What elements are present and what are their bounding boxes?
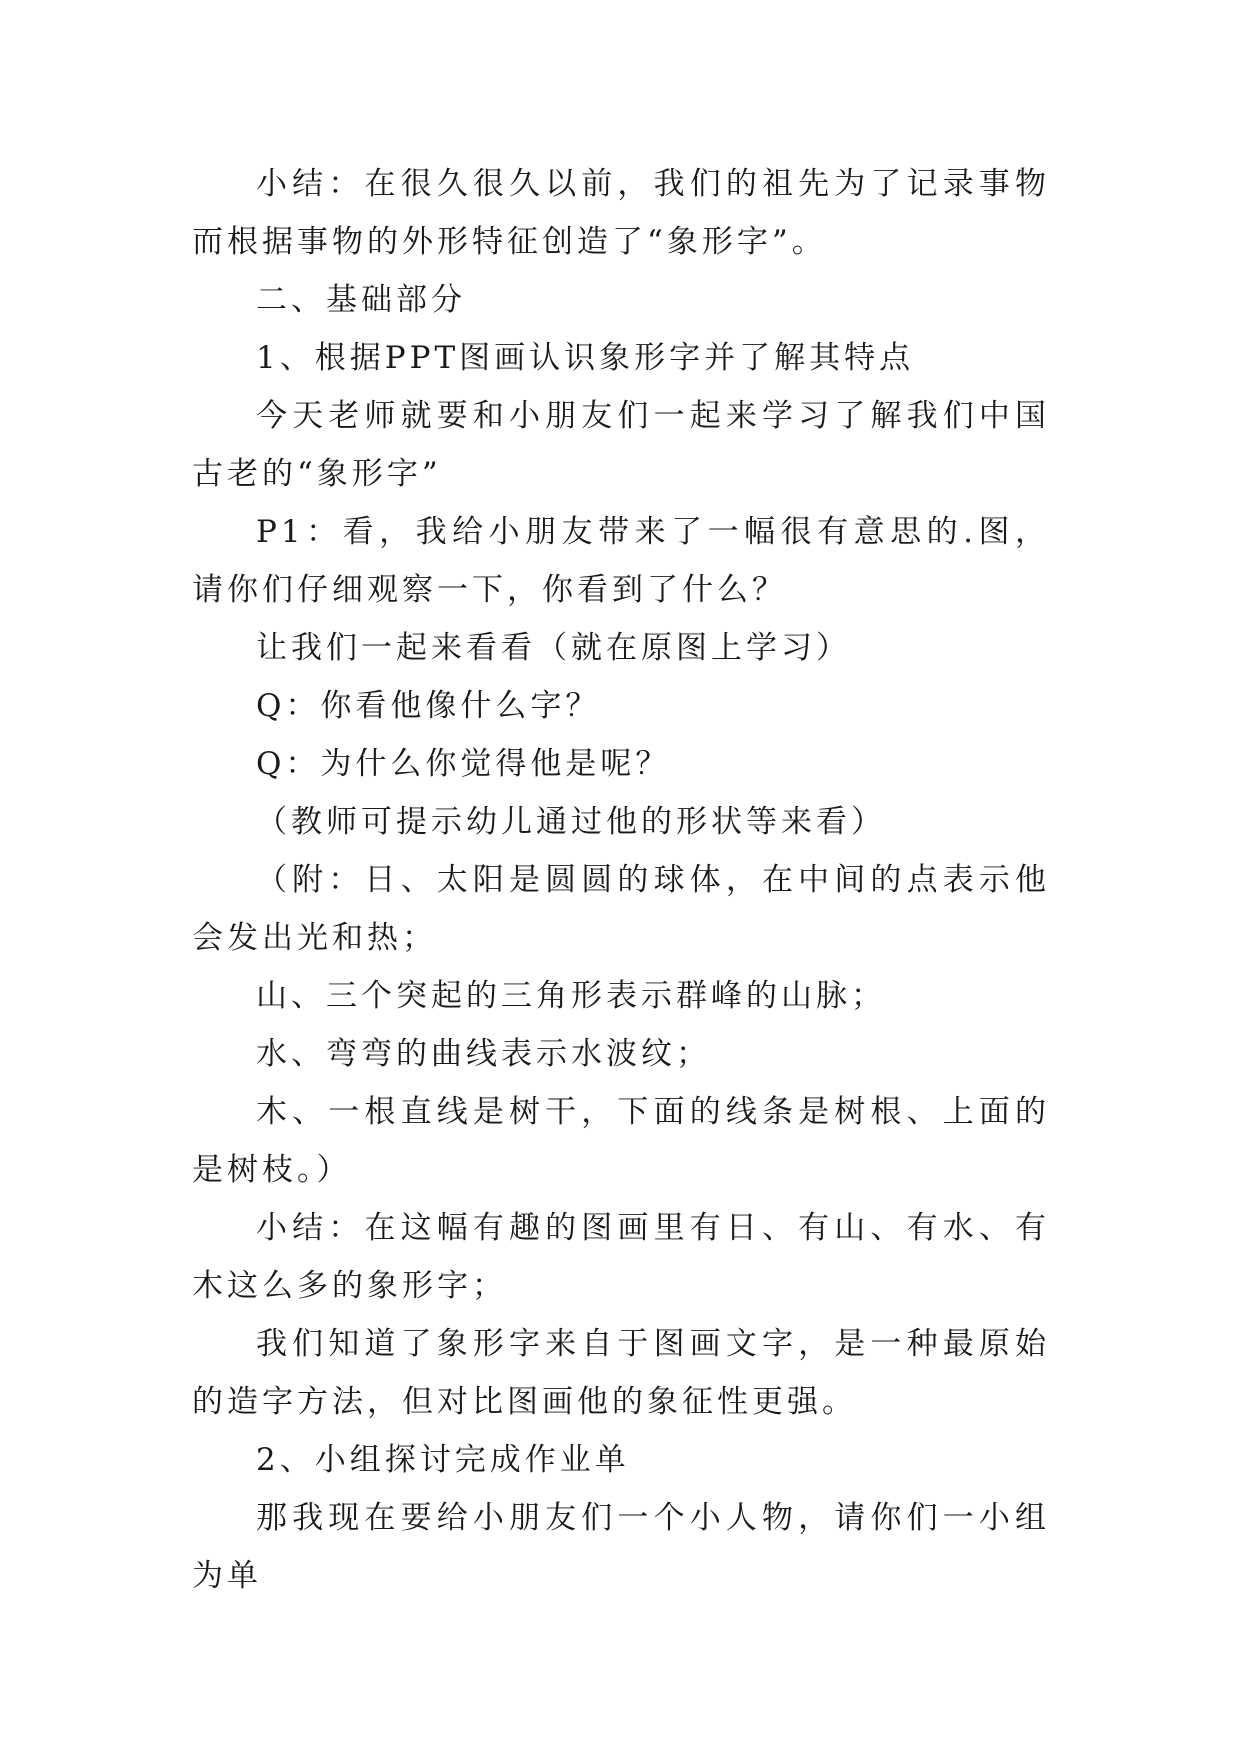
step-heading-2: 2、小组探讨完成作业单 <box>256 1442 630 1478</box>
paragraph-appendix-water: 水、弯弯的曲线表示水波纹； <box>256 1036 711 1072</box>
paragraph-appendix-sun: （附：日、太阳是圆圆的球体，在中间的点表示他会发出光和热； <box>192 862 1050 956</box>
paragraph-question-2: Q：为什么你觉得他是呢？ <box>256 746 671 782</box>
section-heading-basics: 二、基础部分 <box>256 282 466 318</box>
paragraph-appendix-mountain: 山、三个突起的三角形表示群峰的山脉； <box>256 978 886 1014</box>
paragraph-conclusion: 我们知道了象形字来自于图画文字，是一种最原始的造字方法，但对比图画他的象征性更强。 <box>192 1326 1050 1420</box>
paragraph-teacher-hint: （教师可提示幼儿通过他的形状等来看） <box>256 804 886 840</box>
step-heading-1: 1、根据PPT图画认识象形字并了解其特点 <box>256 340 915 376</box>
document-body <box>192 155 1050 1605</box>
paragraph-appendix-wood: 木、一根直线是树干，下面的线条是树根、上面的是树枝。） <box>192 1094 1050 1188</box>
paragraph-p1: P1：看，我给小朋友带来了一幅很有意思的.图，请你们仔细观察一下，你看到了什么？ <box>192 514 1050 608</box>
paragraph-summary-1: 小结：在很久很久以前，我们的祖先为了记录事物而根据事物的外形特征创造了“象形字”。 <box>192 166 1050 260</box>
paragraph-intro: 今天老师就要和小朋友们一起来学习了解我们中国古老的“象形字” <box>192 398 1050 492</box>
paragraph-question-1: Q：你看他像什么字？ <box>256 688 601 724</box>
paragraph-group-task: 那我现在要给小朋友们一个小人物，请你们一小组为单 <box>192 1500 1050 1594</box>
paragraph-look-together: 让我们一起来看看（就在原图上学习） <box>256 630 851 666</box>
paragraph-summary-2: 小结：在这幅有趣的图画里有日、有山、有水、有木这么多的象形字； <box>192 1210 1050 1304</box>
